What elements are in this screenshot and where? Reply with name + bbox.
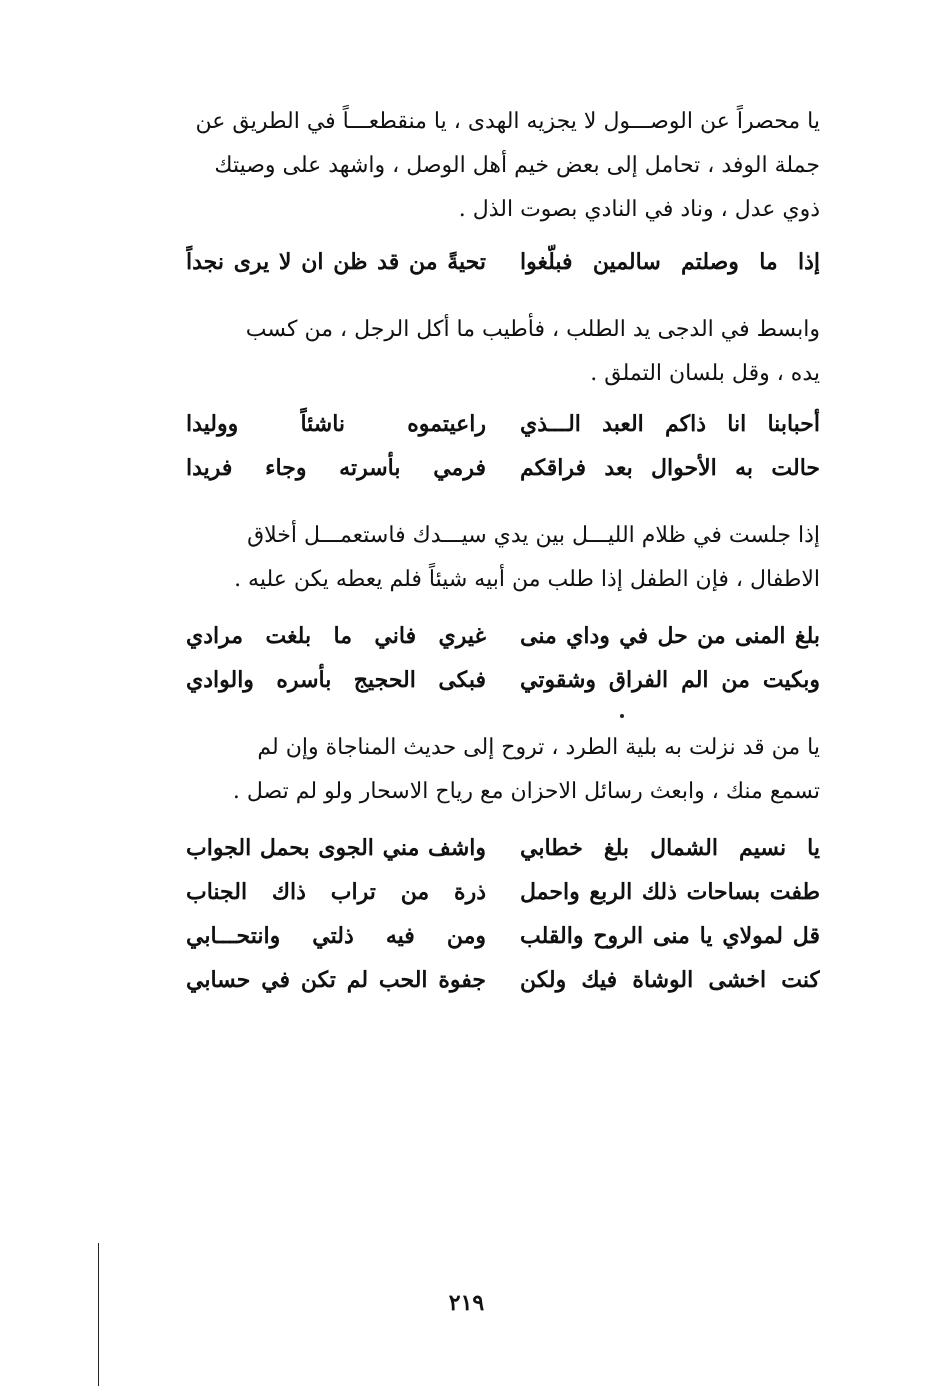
verse-first-half: بلغ المنى من حل في وداي منى	[520, 623, 820, 649]
prose-line: الاطفال ، فإن الطفل إذا طلب من أبيه شيئاً فلم يعطه يكن عليه .	[234, 567, 820, 592]
verse-second-half: واشف مني الجوى بحمل الجواب	[186, 835, 486, 861]
verse-first-half: وبكيت من الم الفراق وشقوتي	[520, 667, 820, 693]
verse-second-half: راعيتموه ناشئاً ووليدا	[186, 411, 486, 437]
prose-paragraph-2	[186, 308, 820, 396]
prose-line: ذوي عدل ، وناد في النادي بصوت الذل .	[458, 197, 820, 222]
verse-second-half: غيري فاني ما بلغت مرادي	[186, 623, 486, 649]
verse-first-half: قل لمولاي يا منى الروح والقلب	[520, 923, 820, 949]
verse-second-half: ومن فيه ذلتي وانتحـــابي	[186, 923, 486, 949]
poem-verse	[186, 870, 820, 914]
poem-verse	[186, 402, 820, 446]
prose-line: جملة الوفد ، تحامل إلى بعض خيم أهل الوصل ، واشهد على وصيتك	[214, 153, 820, 178]
poem-2	[186, 402, 820, 490]
margin-rule	[98, 1243, 99, 1386]
verse-first-half: يا نسيم الشمال بلغ خطابي	[520, 835, 820, 861]
verse-second-half: جفوة الحب لم تكن في حسابي	[186, 967, 486, 993]
prose-line: تسمع منك ، وابعث رسائل الاحزان مع رياح الاسحار ولو لم تصل .	[232, 779, 820, 804]
poem-verse	[186, 914, 820, 958]
poem-4	[186, 826, 820, 1002]
verse-first-half: كنت اخشى الوشاة فيك ولكن	[520, 967, 820, 993]
poem-verse	[186, 958, 820, 1002]
verse-second-half: فبكى الحجيج بأسره والوادي	[186, 667, 486, 693]
prose-line: يا محصراً عن الوصـــول لا يجزيه الهدى ، يا منقطعـــاً في الطريق عن	[195, 109, 820, 134]
prose-line: وابسط في الدجى يد الطلب ، فأطيب ما أكل الرجل ، من كسب	[245, 317, 820, 342]
verse-first-half: إذا ما وصلتم سالمين فبلّغوا	[520, 249, 820, 275]
prose-line: يا من قد نزلت به بلية الطرد ، تروح إلى حديث المناجاة وإن لم	[257, 735, 820, 760]
page-number: ٢١٩	[448, 1290, 485, 1316]
poem-1	[186, 240, 820, 284]
poem-verse	[186, 446, 820, 490]
verse-first-half: أحبابنا انا ذاكم العبد الـــذي	[520, 411, 820, 437]
verse-first-half: حالت به الأحوال بعد فراقكم	[520, 455, 820, 481]
prose-paragraph-3	[186, 514, 820, 602]
prose-paragraph-1	[186, 100, 820, 232]
verse-second-half: تحيةً من قد ظن ان لا يرى نجداً	[186, 249, 486, 275]
poem-3	[186, 614, 820, 702]
verse-second-half: ذرة من تراب ذاك الجناب	[186, 879, 486, 905]
prose-paragraph-4	[186, 726, 820, 814]
verse-first-half: طفت بساحات ذلك الربع واحمل	[520, 879, 820, 905]
poem-verse	[186, 658, 820, 702]
prose-line: يده ، وقل بلسان التملق .	[590, 361, 820, 386]
poem-verse	[186, 826, 820, 870]
ink-speck	[620, 714, 624, 718]
poem-verse	[186, 614, 820, 658]
poem-verse	[186, 240, 820, 284]
verse-second-half: فرمي بأسرته وجاء فريدا	[186, 455, 486, 481]
prose-line: إذا جلست في ظلام الليـــل بين يدي سيـــدك فاستعمـــل أخلاق	[247, 523, 820, 548]
